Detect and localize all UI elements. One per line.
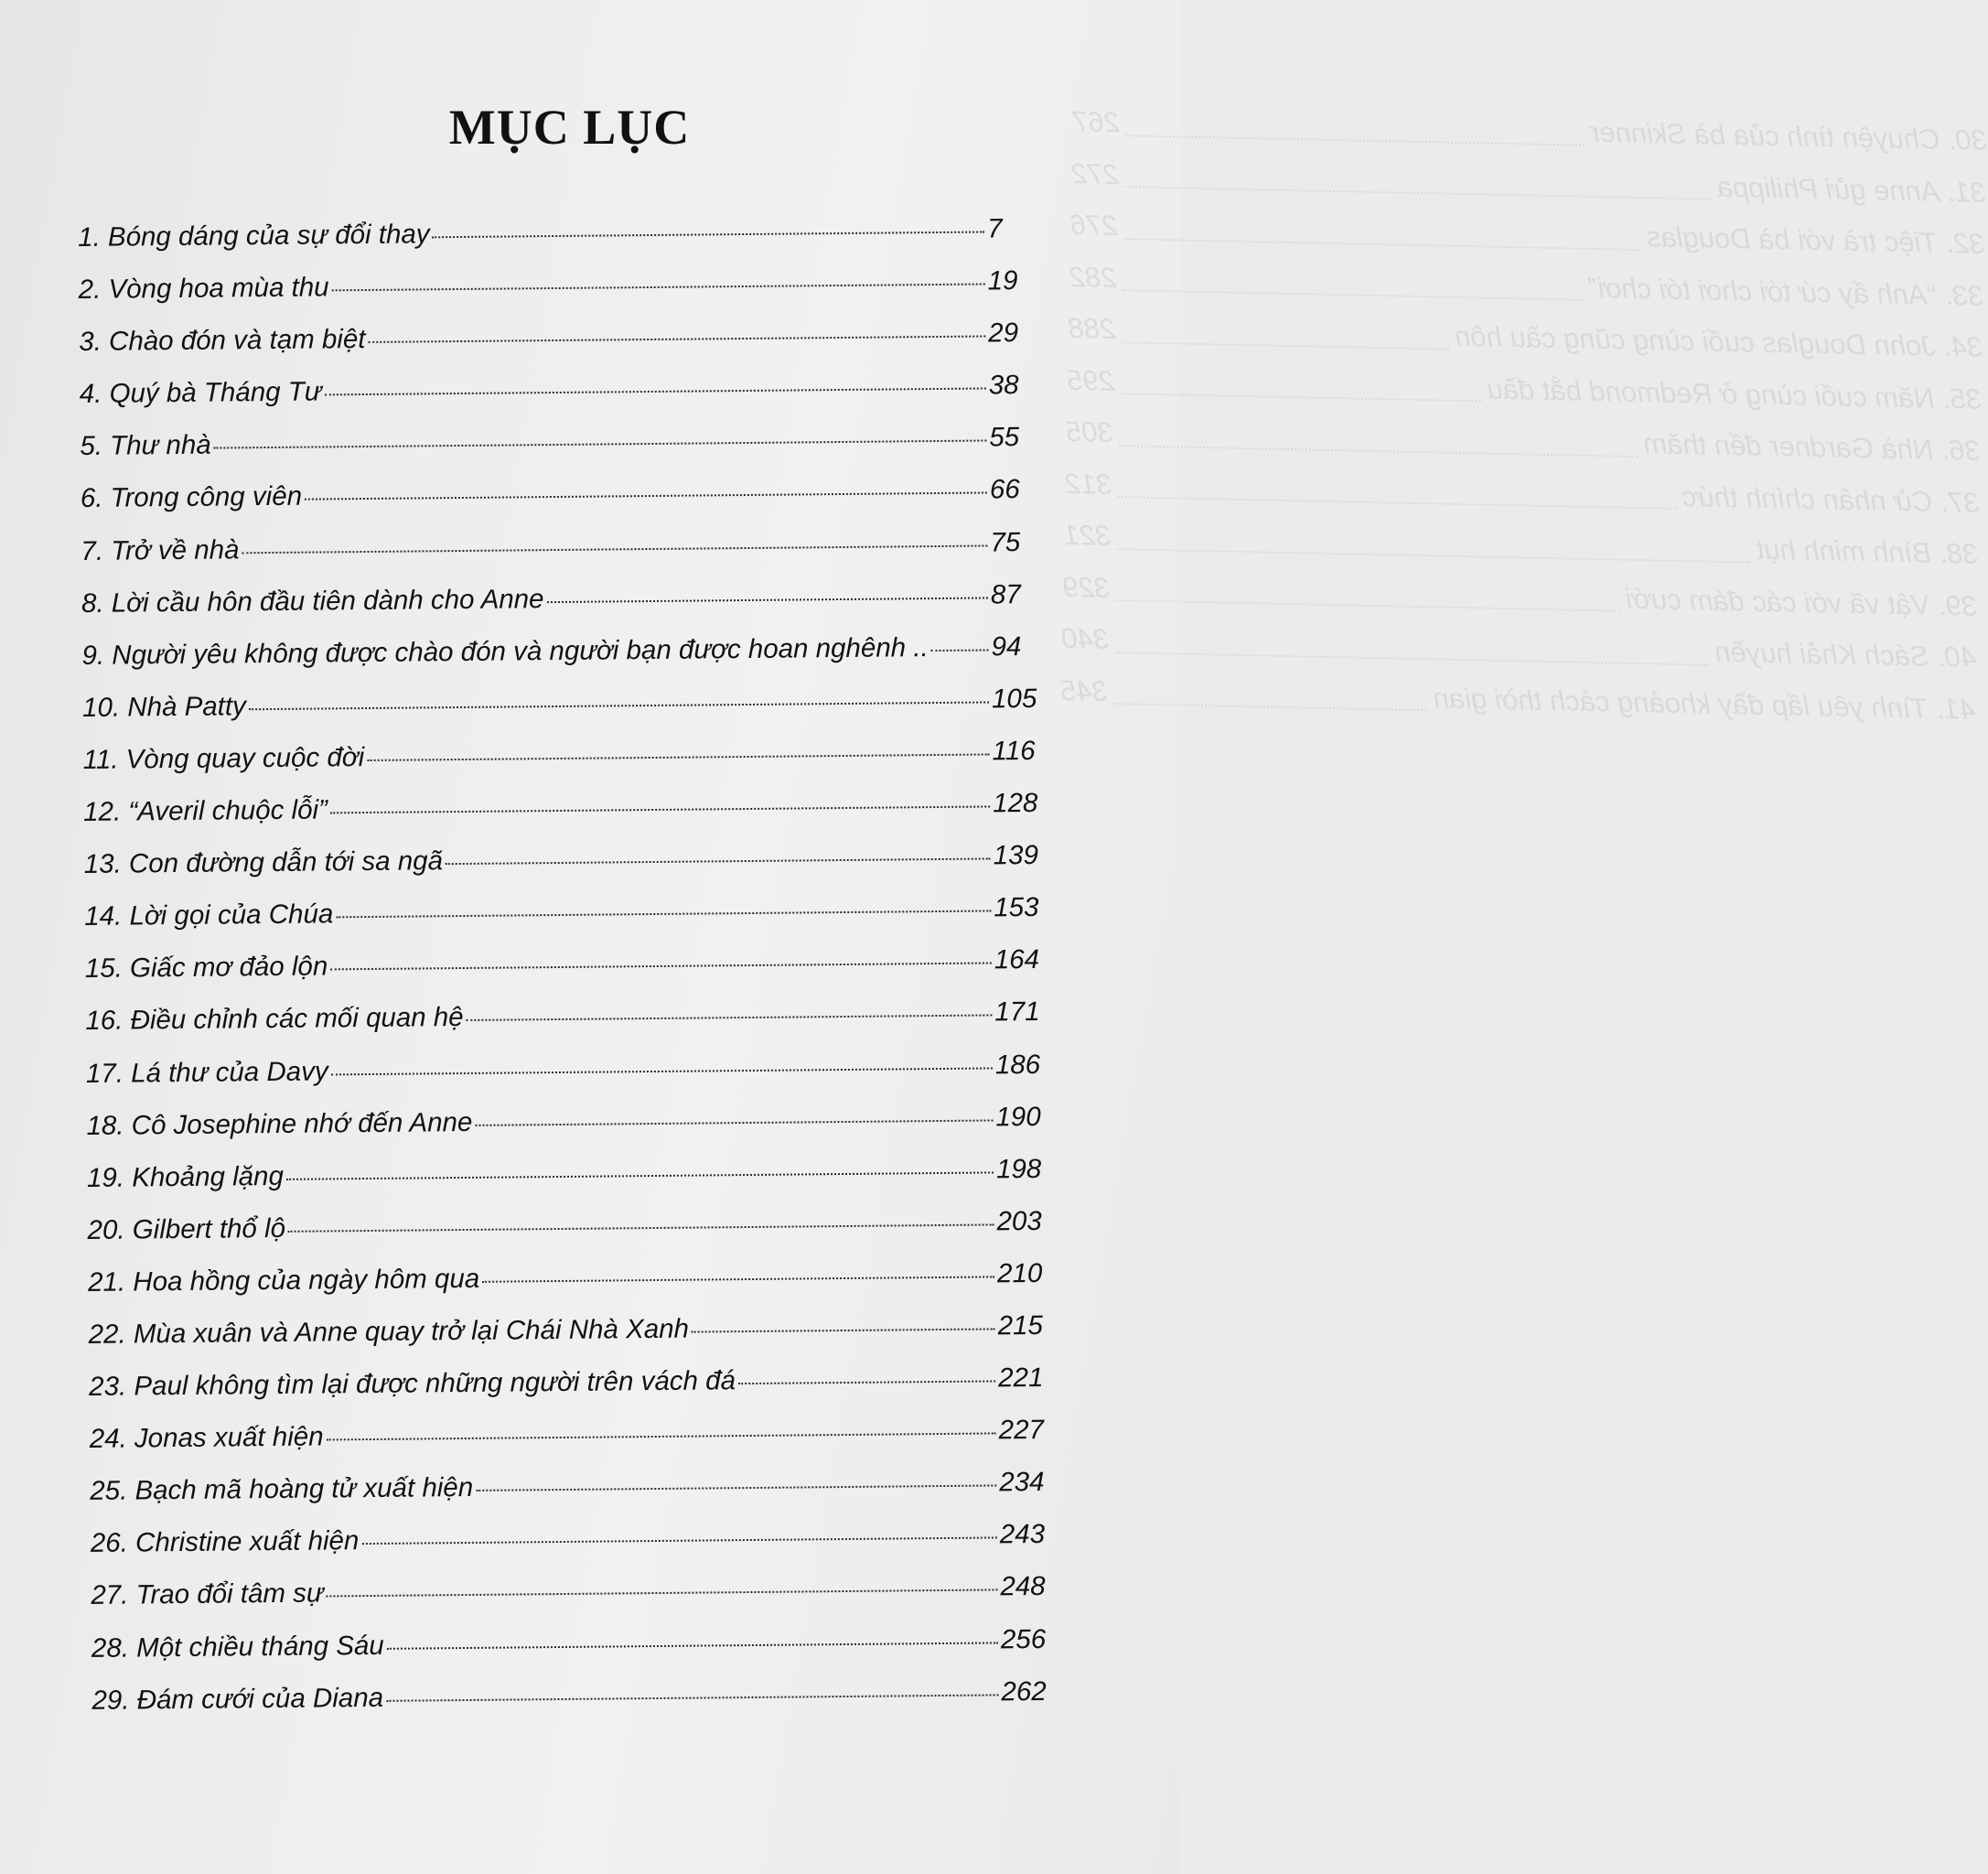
dot-leader (327, 1433, 996, 1441)
toc-entry-title: 25. Bạch mã hoàng tử xuất hiện (90, 1472, 474, 1507)
toc-entry-title: 12. “Averil chuộc lỗi” (83, 794, 328, 828)
toc-entry (91, 1571, 1049, 1632)
dot-leader (305, 492, 987, 501)
toc-entry-page: 171 (994, 996, 1040, 1028)
toc-entry-title: 13. Con đường dẫn tới sa ngã (83, 845, 444, 880)
toc-entry-page: 38 (988, 370, 1019, 401)
show-through-title: 38. Bình minh hụt (1756, 533, 1980, 570)
show-through-leader (1114, 614, 1710, 665)
dot-leader (475, 1119, 993, 1125)
toc-entry-page: 210 (996, 1257, 1043, 1289)
show-through-title: 31. Anne gửi Philippa (1716, 170, 1987, 209)
toc-entry (86, 1101, 1045, 1162)
toc-entry-page: 256 (1000, 1623, 1047, 1654)
show-through-line (1062, 561, 1978, 631)
show-through-title: 33. “Anh ấy cứ tới chơi tới chơi” (1588, 271, 1985, 312)
show-through-text (1060, 96, 1988, 736)
toc-entry-page: 164 (994, 944, 1040, 975)
toc-entry (87, 1154, 1046, 1215)
show-through-page: 345 (1060, 673, 1109, 707)
toc-entry-title: 11. Vòng quay cuộc đời (82, 741, 365, 775)
dot-leader (386, 1694, 998, 1701)
show-through-title: 34. John Douglas cuối cùng cũng cầu hôn (1454, 319, 1983, 363)
toc-entry (80, 422, 1038, 483)
dot-leader (368, 336, 985, 343)
toc-entry-page: 75 (990, 526, 1021, 558)
toc-entry-title: 14. Lời gọi của Chúa (84, 899, 334, 932)
toc-entry-page: 139 (993, 840, 1039, 871)
toc-entry (82, 684, 1041, 745)
show-through-leader (1120, 356, 1482, 403)
dot-leader (242, 544, 988, 554)
toc-entry (86, 1049, 1045, 1110)
toc-entry-title: 23. Paul không tìm lại được những người trên vách đá (89, 1365, 736, 1403)
show-through-leader (1125, 97, 1585, 145)
toc-entry-page: 87 (990, 578, 1021, 610)
toc-entry (81, 631, 1040, 693)
toc-entry (81, 474, 1039, 535)
show-through-line (1071, 147, 1987, 218)
toc-entry (79, 265, 1037, 327)
toc-entry-title: 3. Chào đón và tạm biệt (79, 324, 366, 358)
dot-leader (331, 1067, 993, 1075)
toc-entry-title: 1. Bóng dáng của sự đổi thay (78, 219, 430, 253)
dot-leader (330, 963, 992, 971)
toc-entry-page: 221 (998, 1362, 1044, 1394)
toc-entry-page: 55 (989, 422, 1020, 453)
show-through-line (1069, 199, 1985, 270)
toc-entry-title: 2. Vòng hoa mùa thu (78, 272, 329, 306)
show-through-page: 282 (1069, 260, 1117, 294)
toc-entry-page: 153 (994, 892, 1039, 923)
show-through-line (1063, 510, 1979, 580)
toc-entry-page: 243 (999, 1519, 1046, 1550)
toc-entry-title: 4. Quý bà Tháng Tư (79, 376, 322, 410)
toc-entry (91, 1623, 1050, 1685)
toc-entry-page: 227 (998, 1415, 1045, 1446)
dot-leader (692, 1328, 995, 1332)
toc-entry-page: 128 (992, 787, 1038, 819)
toc-entry-page: 105 (991, 683, 1037, 715)
dot-leader (332, 284, 985, 292)
dot-leader (336, 910, 991, 919)
show-through-page: 267 (1072, 104, 1121, 139)
show-through-leader (1124, 149, 1713, 200)
show-through-line (1072, 96, 1988, 167)
dot-leader (327, 1589, 998, 1598)
show-through-line (1066, 406, 1982, 477)
toc-entry (90, 1415, 1048, 1476)
toc-entry-page: 203 (996, 1205, 1042, 1237)
toc-entry-title: 10. Nhà Patty (81, 691, 246, 723)
show-through-page: 276 (1069, 208, 1119, 242)
show-through-page: 340 (1061, 621, 1110, 655)
toc-entry (78, 213, 1037, 275)
show-through-page: 329 (1062, 570, 1111, 604)
dot-leader (288, 1223, 994, 1232)
toc-entry-page: 29 (988, 318, 1019, 349)
toc-entry (80, 370, 1038, 431)
toc-entry-title: 16. Điều chỉnh các mối quan hệ (85, 1002, 464, 1037)
toc-entry-title: 29. Đám cưới của Diana (91, 1682, 384, 1716)
toc-entry (88, 1258, 1047, 1319)
toc-entry-page: 19 (987, 265, 1018, 296)
show-through-line (1067, 354, 1983, 425)
toc-entry (84, 840, 1043, 901)
toc-entry-title: 28. Một chiều tháng Sáu (91, 1630, 384, 1664)
toc-entry-page: 7 (986, 213, 1003, 244)
toc-entry-page: 94 (991, 630, 1022, 662)
dot-leader (214, 440, 987, 449)
toc-entry (85, 996, 1044, 1058)
toc-entry-title: 24. Jonas xuất hiện (89, 1421, 324, 1455)
show-through-leader (1122, 253, 1584, 301)
dot-leader (367, 753, 989, 761)
toc-entry-page: 66 (989, 474, 1020, 505)
show-through-page: 272 (1070, 156, 1120, 190)
toc-entry-title: 20. Gilbert thổ lộ (87, 1212, 286, 1245)
dot-leader (482, 1276, 994, 1282)
page-title: MỤC LỤC (448, 100, 691, 155)
toc-entry-page: 186 (994, 1049, 1041, 1080)
show-through-page: 288 (1068, 311, 1116, 346)
toc-entry-title: 9. Người yêu không được chào đón và người bạn được hoan nghênh .. (81, 631, 929, 671)
toc-entry-title: 6. Trong công viên (80, 481, 303, 514)
dot-leader (324, 388, 985, 396)
show-through-line (1068, 303, 1983, 373)
show-through-page: 305 (1065, 415, 1114, 448)
toc-entry (91, 1519, 1049, 1580)
toc-entry-title: 18. Cô Josephine nhớ đến Anne (86, 1106, 473, 1141)
toc-entry-title: 15. Giấc mơ đảo lộn (84, 951, 328, 985)
show-through-leader (1119, 407, 1639, 457)
toc-entry (82, 736, 1041, 797)
show-through-line (1069, 251, 1984, 321)
show-through-title: 36. Nhà Gardner đến thăm (1643, 427, 1982, 467)
toc-entry-page: 215 (997, 1309, 1044, 1341)
dot-leader (387, 1642, 998, 1649)
toc-entry-page: 190 (995, 1101, 1041, 1133)
show-through-leader (1115, 563, 1621, 612)
toc-entry (85, 944, 1044, 1006)
toc-entry (81, 526, 1039, 587)
table-of-contents (78, 213, 1051, 1738)
toc-entry (81, 579, 1040, 641)
dot-leader (446, 858, 991, 866)
dot-leader (330, 805, 990, 813)
toc-entry-page: 234 (999, 1467, 1045, 1498)
toc-entry-page: 262 (1001, 1675, 1047, 1707)
toc-entry (91, 1675, 1050, 1737)
show-through-leader (1116, 511, 1751, 563)
show-through-title: 41. Tình yêu lấp đầy khoảng cách thời gian (1433, 681, 1976, 726)
show-through-title: 40. Sách Khải huyền (1714, 635, 1977, 673)
dot-leader (433, 231, 985, 238)
dot-leader (361, 1537, 996, 1546)
toc-entry-title: 7. Trở về nhà (81, 533, 240, 566)
toc-entry (89, 1310, 1048, 1372)
show-through-page: 295 (1067, 363, 1115, 397)
toc-entry (87, 1206, 1046, 1267)
dot-leader (467, 1015, 993, 1022)
toc-entry (83, 788, 1042, 849)
toc-entry (90, 1467, 1048, 1528)
dot-leader (286, 1171, 994, 1179)
show-through-title: 39. Vật vã với các đám cưới (1625, 582, 1978, 622)
toc-entry-title: 19. Khoảng lặng (86, 1160, 285, 1193)
show-through-line (1061, 613, 1977, 684)
show-through-leader (1118, 459, 1678, 510)
dot-leader (476, 1485, 996, 1492)
toc-entry-title: 26. Christine xuất hiện (90, 1525, 360, 1559)
show-through-title: 32. Tiệc trà với bà Douglas (1646, 221, 1986, 260)
show-through-title: 35. Năm cuối cùng ở Redmond bắt đầu (1487, 372, 1983, 415)
toc-entry-title: 21. Hoa hồng của ngày hôm qua (87, 1263, 480, 1298)
show-through-line (1060, 664, 1976, 735)
toc-entry-page: 198 (995, 1153, 1042, 1185)
show-through-title: 37. Cử nhân chính thức (1682, 479, 1981, 519)
toc-entry-title: 22. Mùa xuân và Anne quay trở lại Chái Nhà Xanh (88, 1313, 690, 1350)
toc-entry (89, 1362, 1048, 1424)
toc-entry-page: 248 (1000, 1571, 1046, 1602)
dot-leader (738, 1380, 995, 1384)
dot-leader (249, 701, 989, 710)
show-through-page: 312 (1064, 467, 1113, 501)
toc-entry-title: 17. Lá thư của Davy (85, 1055, 328, 1089)
toc-entry-title: 27. Trao đổi tâm sự (91, 1578, 324, 1611)
toc-entry-title: 5. Thư nhà (80, 429, 211, 462)
toc-entry-title: 8. Lời cầu hôn đầu tiên dành cho Anne (81, 583, 544, 619)
show-through-page: 321 (1063, 518, 1112, 552)
show-through-leader (1121, 304, 1450, 350)
toc-entry (79, 318, 1037, 379)
show-through-leader (1113, 666, 1428, 712)
toc-entry-page: 116 (992, 735, 1036, 767)
show-through-leader (1123, 200, 1641, 250)
dot-leader (931, 649, 989, 652)
dot-leader (547, 597, 988, 603)
show-through-line (1065, 458, 1981, 528)
toc-entry (84, 892, 1043, 953)
show-through-title: 30. Chuyện tình của bà Skinner (1589, 115, 1988, 156)
